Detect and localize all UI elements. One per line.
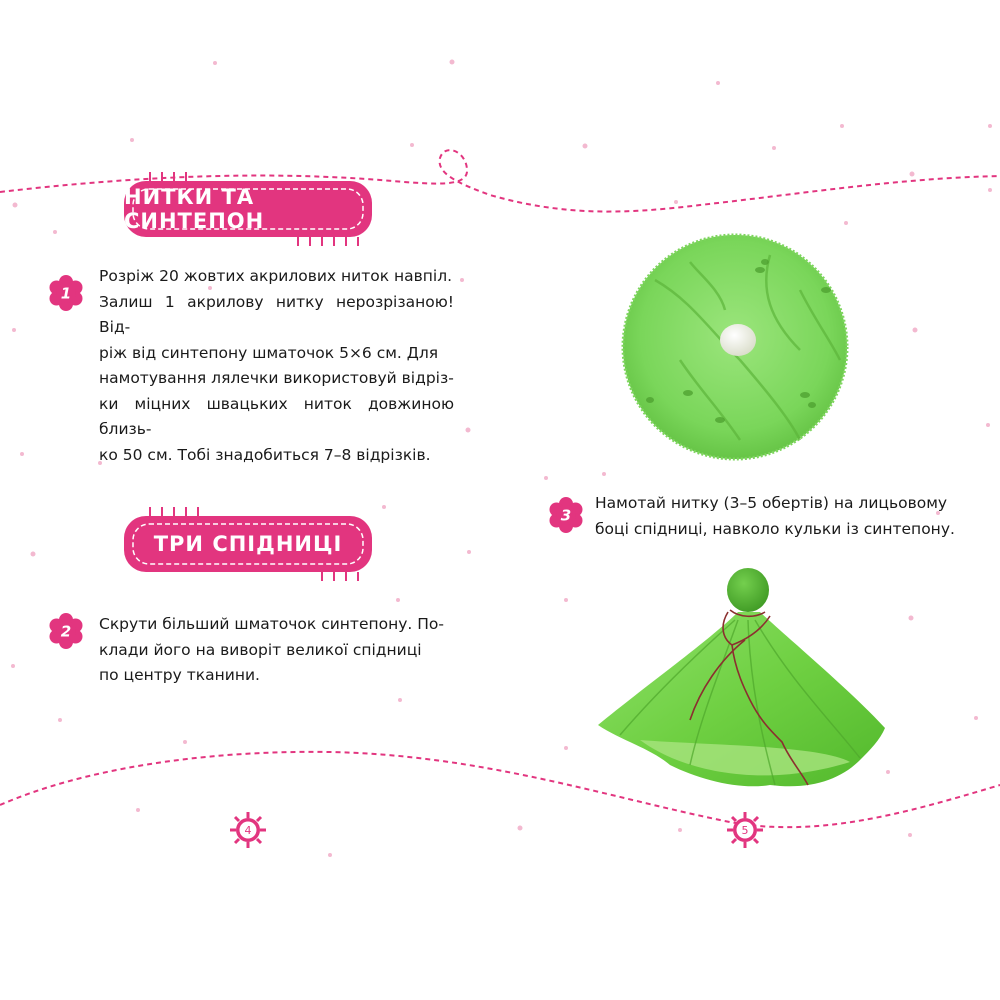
step-3-line: боці спідниці, навколо кульки із синтепону. <box>595 519 955 538</box>
step-1-line: намотування лялечки використовуй відріз- <box>99 369 454 387</box>
page-number-left: 4 <box>244 824 252 837</box>
step-1-line: Залиш 1 акрилову нитку нерозрізаною! Від- <box>99 292 454 336</box>
step-2-line: клади його на виворіт великої спідниці <box>99 640 422 659</box>
page-number-right: 5 <box>741 824 749 837</box>
step-3-line: Намотай нитку (3–5 обертів) на лицьовому <box>595 494 948 512</box>
step-1-line: ріж від синтепону шматочок 5×6 см. Для <box>99 343 439 362</box>
section-title-threads-text: НИТКИ ТА СИНТЕПОН <box>124 185 265 233</box>
step-1-line: ко 50 см. Тобі знадобиться 7–8 відрізків. <box>99 445 431 464</box>
step-2-line: Скрути більший шматочок синтепону. По- <box>99 615 445 633</box>
step-1-number: 1 <box>60 284 72 303</box>
section-title-threads <box>124 181 372 237</box>
step-3-number: 3 <box>560 506 572 525</box>
section-title-skirts-text: ТРИ СПІДНИЦІ <box>153 532 343 556</box>
doll-head <box>727 568 769 612</box>
step-1-line: ки міцних швацьких ниток довжиною близь- <box>99 394 454 438</box>
step-2-line: по центру тканини. <box>99 666 260 684</box>
step-2-number: 2 <box>60 622 72 641</box>
step-1-line: Розріж 20 жовтих акрилових ниток навпіл. <box>99 267 453 285</box>
